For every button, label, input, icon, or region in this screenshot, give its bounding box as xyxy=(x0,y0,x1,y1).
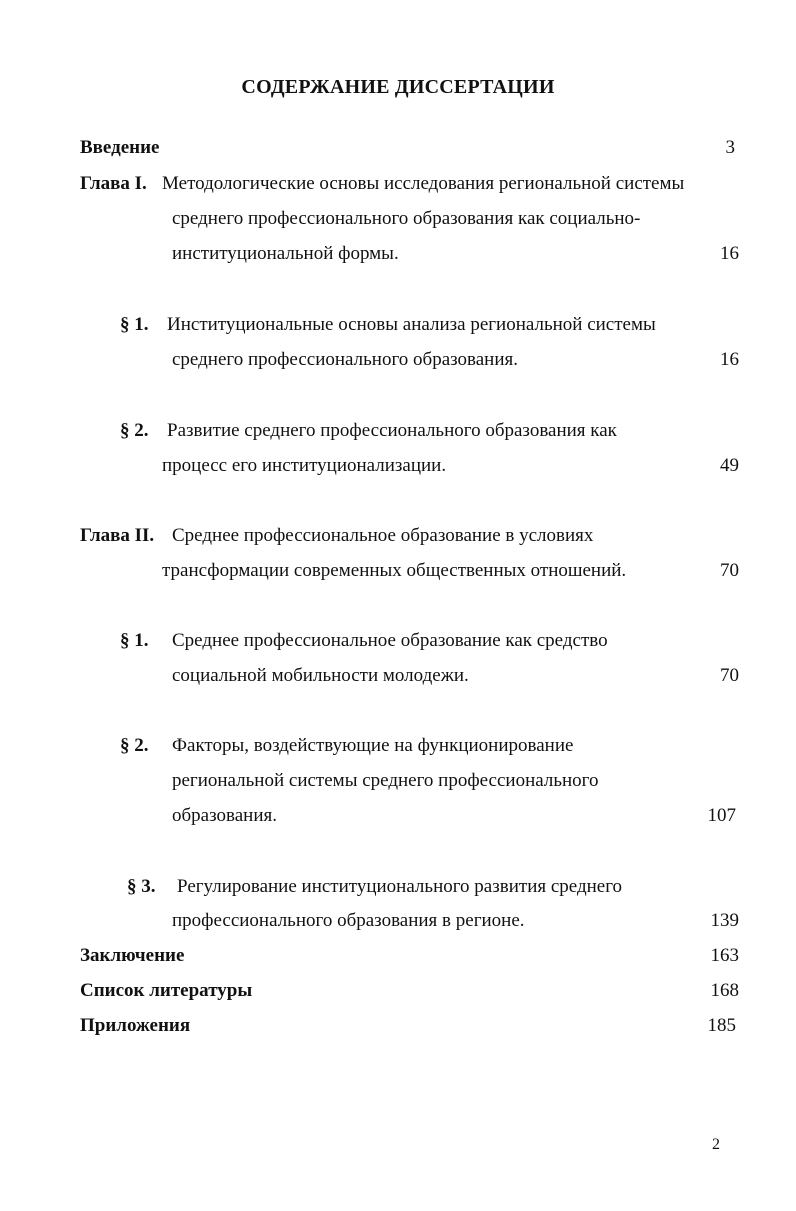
toc-ch1s2-page: 49 xyxy=(720,455,739,476)
toc-ch2s1-page: 70 xyxy=(720,665,739,686)
toc-ch1s1-line: среднего профессионального образования. xyxy=(172,349,518,370)
toc-ch2-page: 70 xyxy=(720,560,739,581)
toc-ch1-prefix: Глава I. xyxy=(80,173,147,194)
toc-ch2s3-line: Регулирование институционального развития среднего xyxy=(177,876,623,897)
toc-ch1s2-line: Развитие среднего профессионального образования как xyxy=(167,420,617,441)
toc-ch1-page: 16 xyxy=(720,243,739,264)
toc-ch2s1-prefix: § 1. xyxy=(120,630,149,651)
toc-ch2s3-prefix: § 3. xyxy=(127,876,156,897)
toc-ch1s1-line: Институциональные основы анализа региональной системы xyxy=(167,314,656,335)
toc-ch2-line: трансформации современных общественных отношений. xyxy=(162,560,627,581)
toc-bibliography-label: Список литературы xyxy=(80,980,253,1001)
toc-ch2s2-prefix: § 2. xyxy=(120,735,149,756)
toc-ch2-prefix: Глава II. xyxy=(80,525,155,546)
page-number: 2 xyxy=(712,1136,720,1153)
toc-ch1-line: институциональной формы. xyxy=(172,243,399,264)
toc-ch1s2-line: процесс его институционализации. xyxy=(162,455,447,476)
toc-ch2s3-page: 139 xyxy=(710,910,739,931)
toc-bibliography-page: 168 xyxy=(710,980,739,1001)
toc-ch2s2-line: Факторы, воздействующие на функционирование xyxy=(172,735,574,756)
page-title: СОДЕРЖАНИЕ ДИССЕРТАЦИИ xyxy=(241,76,555,98)
toc-ch1s1-prefix: § 1. xyxy=(120,314,149,335)
toc-conclusion-label: Заключение xyxy=(80,945,185,966)
toc-ch2s3-line: профессионального образования в регионе. xyxy=(172,910,525,931)
toc-ch2s2-page: 107 xyxy=(707,805,736,826)
toc-appendices-label: Приложения xyxy=(80,1015,191,1036)
toc-ch2s1-line: Среднее профессиональное образование как средство xyxy=(172,630,608,651)
toc-ch2s2-line: региональной системы среднего профессионального xyxy=(172,770,599,791)
toc-ch1-line: Методологические основы исследования региональной системы xyxy=(162,173,685,194)
toc-ch1s2-prefix: § 2. xyxy=(120,420,149,441)
toc-conclusion-page: 163 xyxy=(710,945,739,966)
toc-ch1s1-page: 16 xyxy=(720,349,739,370)
toc-appendices-page: 185 xyxy=(707,1015,736,1036)
toc-intro-label: Введение xyxy=(80,137,160,158)
toc-ch2s1-line: социальной мобильности молодежи. xyxy=(172,665,469,686)
toc-ch2s2-line: образования. xyxy=(172,805,277,826)
toc-intro-page: 3 xyxy=(725,137,735,158)
toc-ch2-line: Среднее профессиональное образование в условиях xyxy=(172,525,594,546)
toc-ch1-line: среднего профессионального образования как социально- xyxy=(172,208,641,229)
